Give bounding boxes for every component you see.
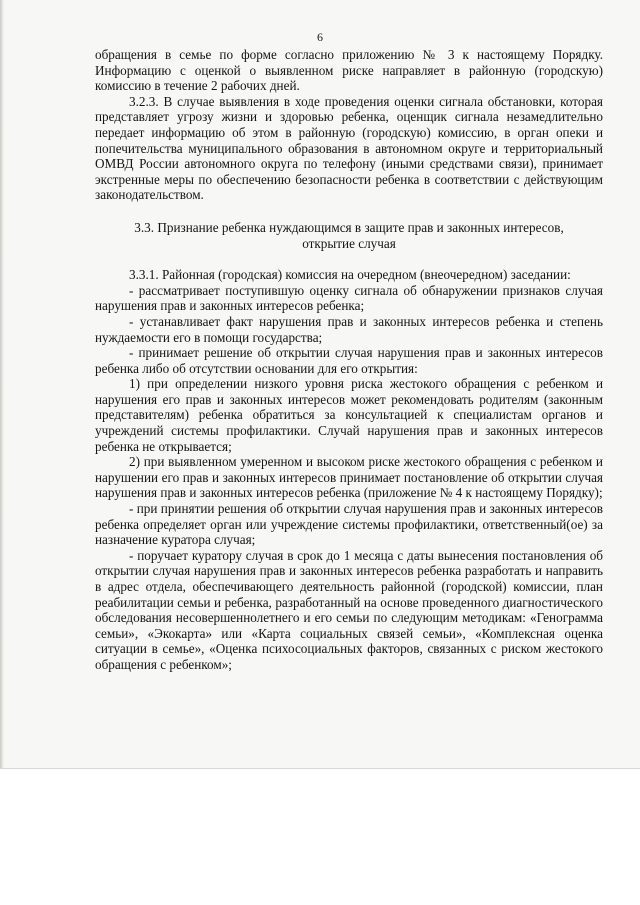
list-item-decision: - принимает решение об открытии случая нарушения прав и законных интересов ребенка либо об отсутствии основании для его открытия: — [95, 345, 603, 376]
list-item-review-assessment: - рассматривает поступившую оценку сигнала об обнаружении признаков случая нарушения прав и законных интересов ребенка; — [95, 282, 603, 314]
list-item-low-risk: 1) при определении низкого уровня риска жестокого обращения с ребенком и нарушения его прав и законных интересов может рекомендовать родителям (законным представителям) ребенка обратиться за консультацией к специалистам органов и учреждений системы профилактики. Случай нарушения прав и законных интересов ребенка не открывается; — [95, 376, 603, 454]
list-item-curator-plan: - поручает куратору случая в срок до 1 месяца с даты вынесения постановления об открытии случая нарушения прав и законных интересов ребенка разработать и направить в адрес отдела, обеспечивающего деятельность районной (городской) комиссии, план реабилитации семьи и ребенка, разработанный на основе проведенного диагностического обследования несовершеннолетнего и его семьи по следующим методикам: «Генограмма семьи», «Экокарта» или «Карта социальных связей семьи», «Комплексная оценка ситуации в семье», «Оценка психосоциальных факторов, связанных с риском жестокого обращения с ребенком»; — [95, 547, 603, 672]
section-heading-3-3: 3.3. Признание ребенка нуждающимся в защите прав и законных интересов, открытие случая — [134, 219, 564, 251]
page-number: 6 — [317, 30, 323, 44]
list-item-establish-fact: - устанавливает факт нарушения прав и законных интересов ребенка и степень нуждаемости его в помощи государства; — [95, 313, 603, 345]
paragraph-continuation: обращения в семье по форме согласно приложению № 3 к настоящему Порядку. Информацию с оценкой о выявленном риске направляет в районную (городскую) комиссию в течение 2 рабочих дней. — [95, 47, 603, 94]
list-item-assign-organ: - при принятии решения об открытии случая нарушения прав и законных интересов ребенка определяет орган или учреждение системы профилактики, ответственный(ое) за назначение куратора случая; — [95, 501, 603, 548]
list-item-moderate-high-risk: 2) при выявленном умеренном и высоком риске жестокого обращения с ребенком и нарушении его прав и законных интересов принимает постановление об открытии случая нарушения прав и законных интересов ребенка (приложение № 4 к настоящему Порядку); — [95, 454, 603, 501]
paragraph-3-3-1: 3.3.1. Районная (городская) комиссия на очередном (внеочередном) заседании: — [129, 267, 571, 283]
paragraph-3-2-3: 3.2.3. В случае выявления в ходе проведения оценки сигнала обстановки, которая представляет угрозу жизни и здоровью ребенка, оценщик сигнала незамедлительно передает информацию об этом в районную (городскую) комиссию, в орган опеки и попечительства муниципального образования в автономном округе и территориальный ОМВД России автономного округа по телефону (иными средствами связи), принимает экстренные меры по обеспечению безопасности ребенка в соответствии с действующим законодательством. — [95, 93, 603, 203]
document-body — [95, 47, 603, 673]
